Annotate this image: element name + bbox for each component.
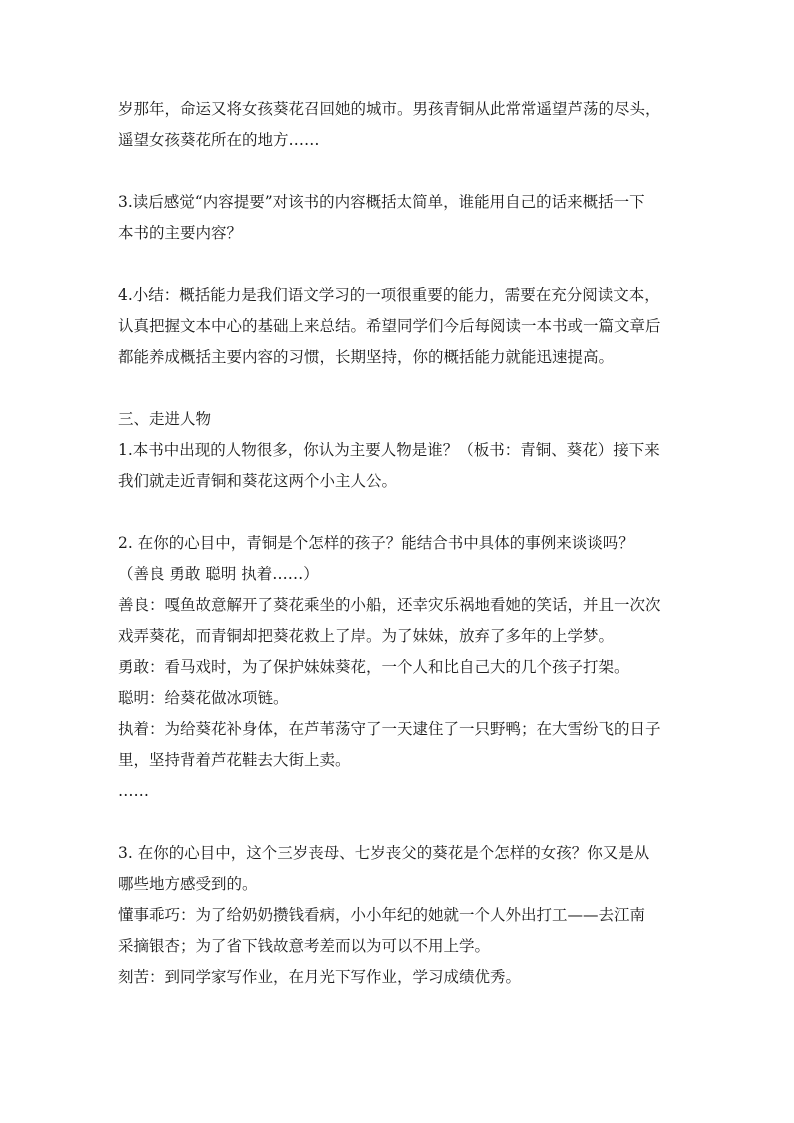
text-line: 岁那年，命运又将女孩葵花召回她的城市。男孩青铜从此常常遥望芦荡的尽头，: [118, 100, 661, 118]
text-line: 我们就走近青铜和葵花这两个小主人公。: [118, 472, 398, 490]
text-line: 采摘银杏；为了省下钱故意考差而以为可以不用上学。: [118, 937, 491, 955]
paragraph-ending: [118, 94, 678, 156]
text-line: （善良 勇敢 聪明 执着……）: [118, 565, 319, 583]
paragraph-gap: [118, 497, 678, 528]
text-line: 遥望女孩葵花所在的地方……: [118, 131, 320, 149]
text-line: 认真把握文本中心的基础上来总结。希望同学们今后每阅读一本书或一篇文章后: [118, 317, 661, 335]
text-line: 2. 在你的心目中，青铜是个怎样的孩子？能结合书中具体的事例来谈谈吗？: [118, 534, 634, 552]
text-line: 勇敢：看马戏时，为了保护妹妹葵花，一个人和比自己大的几个孩子打架。: [118, 658, 630, 676]
paragraph-gap: [118, 156, 678, 187]
text-line: 1.本书中出现的人物很多，你认为主要人物是谁？（板书：青铜、葵花）接下来: [118, 441, 660, 459]
text-line: 执着：为给葵花补身体，在芦苇荡守了一天逮住了一只野鸭；在大雪纷飞的日子: [118, 720, 661, 738]
text-line: 戏弄葵花，而青铜却把葵花救上了岸。为了妹妹，放弃了多年的上学梦。: [118, 627, 615, 645]
paragraph-question-2: [118, 528, 678, 807]
text-line: 聪明：给葵花做冰项链。: [118, 689, 289, 707]
text-line: 善良：嘎鱼故意解开了葵花乘坐的小船，还幸灾乐祸地看她的笑话，并且一次次: [118, 596, 661, 614]
paragraph-gap: [118, 373, 678, 404]
section-heading: 三、走进人物: [118, 410, 212, 428]
text-line: 里，坚持背着芦花鞋去大街上卖。: [118, 751, 351, 769]
document-page: [118, 94, 678, 993]
paragraph-question-3: [118, 187, 678, 249]
text-line: 刻苦：到同学家写作业，在月光下写作业，学习成绩优秀。: [118, 968, 522, 986]
paragraph-gap: [118, 807, 678, 838]
text-line: 哪些地方感受到的。: [118, 875, 258, 893]
text-line: ……: [118, 782, 149, 800]
paragraph-gap: [118, 249, 678, 280]
text-line: 懂事乖巧：为了给奶奶攒钱看病，小小年纪的她就一个人外出打工——去江南: [118, 906, 646, 924]
text-line: 3. 在你的心目中，这个三岁丧母、七岁丧父的葵花是个怎样的女孩？你又是从: [118, 844, 650, 862]
paragraph-question-3-sunflower: [118, 838, 678, 993]
text-line: 3.读后感觉“内容提要”对该书的内容概括太简单，谁能用自己的话来概括一下: [118, 193, 645, 211]
paragraph-question-1: [118, 435, 678, 497]
paragraph-summary-4: [118, 280, 678, 373]
text-line: 本书的主要内容？: [118, 224, 243, 242]
text-line: 都能养成概括主要内容的习惯，长期坚持，你的概括能力就能迅速提高。: [118, 348, 615, 366]
text-line: 4.小结：概括能力是我们语文学习的一项很重要的能力，需要在充分阅读文本，: [118, 286, 660, 304]
